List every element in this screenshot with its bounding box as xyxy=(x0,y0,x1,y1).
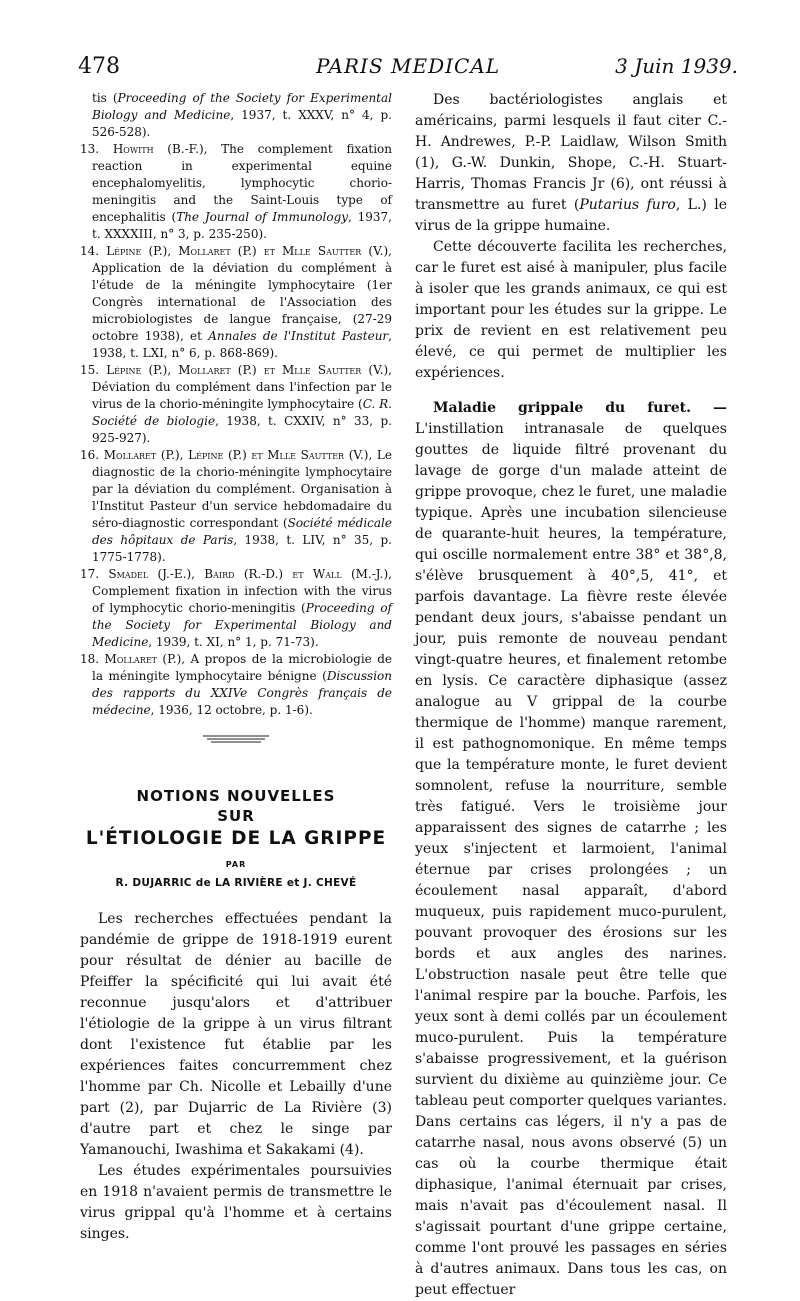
body-paragraph: Les études expérimentales poursuivies en 1918 n'avaient permis de transmettre le virus grippal qu'à l'homme et à certains singes. xyxy=(80,1163,392,1242)
section-divider-ornament xyxy=(80,733,392,748)
body-paragraph: Des bactériologistes anglais et américains, parmi lesquels il faut citer C.-H. Andrewes, P.-P. Laidlaw, Wilson Smith (1), G.-W. Dunkin, Shope, C.-H. Stuart-Harris, Thomas Francis Jr (6), ont réussi à transmettre au furet (Putarius furo, L.) le virus de la grippe humaine. xyxy=(415,92,727,234)
section-paragraph: Maladie grippale du furet. — L'instillation intranasale de quelques gouttes de liquide filtré provenant du lavage de gorge d'un malade atteint de grippe provoque, chez le furet, une maladie typique. Après une incubation silencieuse de quarante-huit heures, la température, qui oscille normalement entre 38° et 38°,8, s'élève brusquement à 40°,5, 41°, et parfois davantage. La fièvre reste élevée pendant deux jours, s'abaisse pendant un jour, puis remonte de nouveau pendant vingt-quatre heures, et finalement retombe en lysis. Ce caractère diphasique (assez analogue au V grippal de la courbe thermique de l'homme) manque rarement, il est pathognomonique. En même temps que la température monte, le furet devient somnolent, refuse la nourriture, semble très fatigué. Vers le troisième jour apparaissent des signes de catarrhe ; les yeux s'injectent et larmoient, l'animal éternue par crises prolongées ; un écoulement nasal apparaît, d'abord muqueux, puis rapidement muco-purulent, pouvant provoquer des érosions sur les bords et aux angles des narines. L'obstruction nasale peut être telle que l'animal respire par la bouche. Parfois, les yeux sont à demi collés par un écoulement muco-purulent. Puis la température s'abaisse progressivement, et la guérison survient du dixième au quinzième jour. Ce tableau peut comporter quelques variantes. Dans certains cas légers, il n'y a pas de catarrhe nasal, nous avons observé (5) un cas où la courbe thermique était diphasique, l'animal éternuait par crises, mais n'avait pas d'écoulement nasal. Il s'agissait pourtant d'une grippe certaine, comme l'ont prouvé les passages en séries à d'autres animaux. Dans tous les cas, on peut effectuer xyxy=(415,400,727,1298)
reference-item: 18. Mollaret (P.), A propos de la microbiologie de la méningite lymphocytaire bénigne (Discussion des rapports du XXIVe Congrès français de médecine, 1936, 12 octobre, p. 1-6). xyxy=(80,652,392,717)
article-body-left xyxy=(80,909,392,1245)
article-title-line2: SUR xyxy=(217,807,255,825)
section-heading: Maladie grippale du furet. — xyxy=(433,400,727,416)
article-title-line1: NOTIONS NOUVELLES xyxy=(136,787,336,805)
reference-item: 14. Lépine (P.), Mollaret (P.) et Mlle Sautter (V.), Application de la déviation du complément à l'étude de la méningite lymphocytaire (1er Congrès international de l'Association des microbiologistes de langue française, (27-29 octobre 1938), et Annales de l'Institut Pasteur, 1938, t. LXI, n° 6, p. 868-869). xyxy=(80,244,392,360)
by-label: PAR xyxy=(225,860,247,869)
issue-date: 3 Juin 1939. xyxy=(615,54,738,78)
divider-ornament-icon xyxy=(201,733,271,745)
species-name: Putarius furo xyxy=(579,197,676,213)
article-title-main: L'ÉTIOLOGIE DE LA GRIPPE xyxy=(85,828,387,849)
page-number: 478 xyxy=(78,54,120,79)
body-paragraph: Les recherches effectuées pendant la pandémie de grippe de 1918-1919 eurent pour résultat de dénier au bacille de Pfeiffer la spécificité qui lui avait été reconnue jusqu'alors et d'attribuer l'étiologie de la grippe à un virus filtrant dont l'existence fut établie par les expériences faites concurremment chez l'homme par Ch. Nicolle et Lebailly d'une part (2), par Dujarric de La Rivière (3) d'autre part et chez le singe par Yamanouchi, Iwashima et Sakakami (4). xyxy=(80,911,392,1158)
reference-continuation: tis (Proceeding of the Society for Experimental Biology and Medicine, 1937, t. XXXV, n° 4, p. 526-528). xyxy=(92,91,392,139)
page-header xyxy=(78,54,738,84)
left-column xyxy=(80,90,392,1245)
right-column xyxy=(415,90,727,1301)
reference-item: 16. Mollaret (P.), Lépine (P.) et Mlle Sautter (V.), Le diagnostic de la chorio-méningite lymphocytaire par la déviation du complément. Organisation à l'Institut Pasteur d'un service hebdomadaire du séro-diagnostic correspondant (Société médicale des hôpitaux de Paris, 1938, t. LIV, n° 35, p. 1775-1778). xyxy=(80,448,392,564)
author-byline: R. DUJARRIC de LA RIVIÈRE et J. CHEVÉ xyxy=(115,877,357,889)
body-paragraph: Cette découverte facilita les recherches, car le furet est aisé à manipuler, plus facile à isoler que les grands animaux, ce qui est important pour les études sur la grippe. Le prix de revient en est relativement peu élevé, ce qui permet de multiplier les expériences. xyxy=(415,239,727,381)
reference-list xyxy=(80,90,392,719)
reference-item: 15. Lépine (P.), Mollaret (P.) et Mlle Sautter (V.), Déviation du complément dans l'infection par le virus de la chorio-méningite lymphocytaire (C. R. Société de biologie, 1938, t. CXXIV, n° 33, p. 925-927). xyxy=(80,363,393,445)
journal-title: PARIS MEDICAL xyxy=(315,54,501,78)
reference-item: 13. Howith (B.-F.), The complement fixation reaction in experimental equine encephalomyelitis, lymphocytic chorio-meningitis and the Saint-Louis type of encephalitis (The Journal of Immunology, 1937, t. XXXXIII, n° 3, p. 235-250). xyxy=(80,142,392,241)
article-heading xyxy=(80,786,392,889)
reference-item: 17. Smadel (J.-E.), Baird (R.-D.) et Wall (M.-J.), Complement fixation in infection with the virus of lymphocytic chorio-meningitis (Proceeding of the Society for Experimental Biology and Medicine, 1939, t. XI, n° 1, p. 71-73). xyxy=(80,567,392,649)
